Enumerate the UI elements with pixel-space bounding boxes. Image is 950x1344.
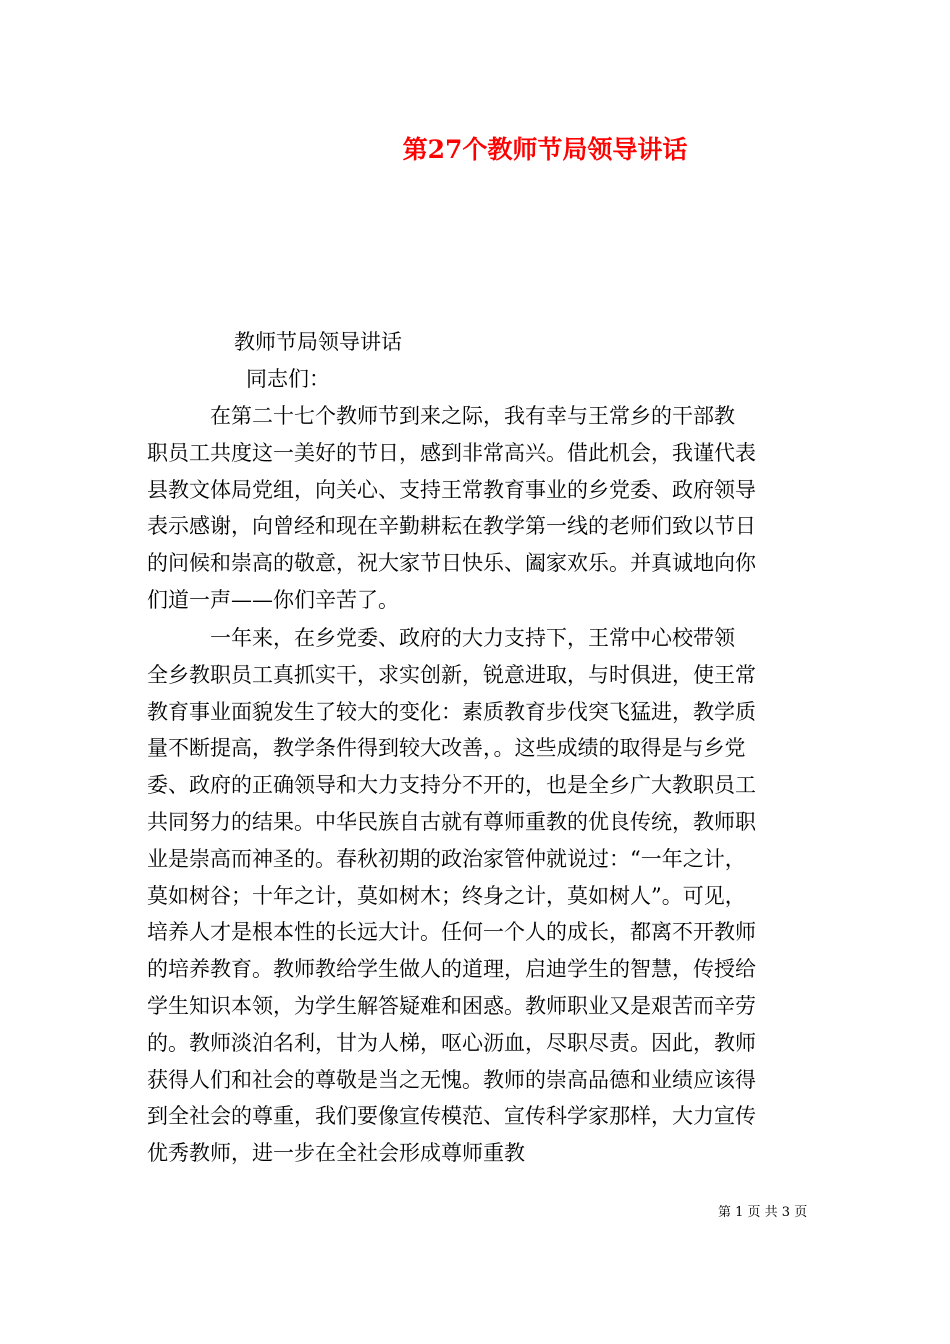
page-number: 第 1 页 共 3 页	[718, 1205, 808, 1220]
paragraph-line: 业是崇高而神圣的。春秋初期的政治家管仲就说过：“一年之计，	[147, 846, 746, 871]
paragraph-line: 全乡教职员工真抓实干，求实创新，锐意进取，与时俱进，使王常	[147, 662, 756, 687]
paragraph-line: 量不断提高，教学条件得到较大改善，。这些成绩的取得是与乡党	[147, 736, 746, 761]
paragraph-line: 表示感谢，向曾经和现在辛勤耕耘在教学第一线的老师们致以节日	[147, 514, 756, 539]
paragraph-line: 获得人们和社会的尊敬是当之无愧。教师的崇高品德和业绩应该得	[147, 1067, 756, 1092]
paragraph-line: 的问候和崇高的敬意，祝大家节日快乐、阖家欢乐。并真诚地向你	[147, 551, 756, 576]
paragraph-line: 在第二十七个教师节到来之际，我有幸与王常乡的干部教	[147, 404, 735, 428]
paragraph-line: 优秀教师，进一步在全社会形成尊师重教	[147, 1141, 525, 1166]
document-title: 第27个教师节局领导讲话	[402, 135, 688, 164]
paragraph-line: 培养人才是根本性的长远大计。任何一个人的成长，都离不开教师	[147, 920, 756, 945]
subtitle: 教师节局领导讲话	[234, 330, 402, 354]
paragraph-1	[147, 398, 807, 619]
salutation: 同志们：	[246, 367, 330, 391]
paragraph-line: 的。教师淡泊名利，甘为人梯，呕心沥血，尽职尽责。因此，教师	[147, 1030, 756, 1055]
paragraph-line: 共同努力的结果。中华民族自古就有尊师重教的优良传统，教师职	[147, 809, 756, 834]
paragraph-line: 职员工共度这一美好的节日，感到非常高兴。借此机会，我谨代表	[147, 440, 756, 465]
paragraph-line: 们道一声——你们辛苦了。	[147, 587, 399, 612]
paragraph-line: 县教文体局党组，向关心、支持王常教育事业的乡党委、政府领导	[147, 477, 756, 502]
paragraph-line: 学生知识本领，为学生解答疑难和困惑。教师职业又是艰苦而辛劳	[147, 993, 756, 1018]
paragraph-line: 到全社会的尊重，我们要像宣传模范、宣传科学家那样，大力宣传	[147, 1104, 756, 1129]
paragraph-line: 教育事业面貌发生了较大的变化：素质教育步伐突飞猛进，教学质	[147, 699, 756, 724]
paragraph-line: 的培养教育。教师教给学生做人的道理，启迪学生的智慧，传授给	[147, 957, 756, 982]
paragraph-2	[147, 620, 807, 1172]
paragraph-line: 一年来，在乡党委、政府的大力支持下，王常中心校带领	[147, 626, 735, 650]
paragraph-line: 莫如树谷；十年之计，莫如树木；终身之计，莫如树人”。可见，	[147, 883, 746, 908]
paragraph-line: 委、政府的正确领导和大力支持分不开的，也是全乡广大教职员工	[147, 773, 756, 798]
